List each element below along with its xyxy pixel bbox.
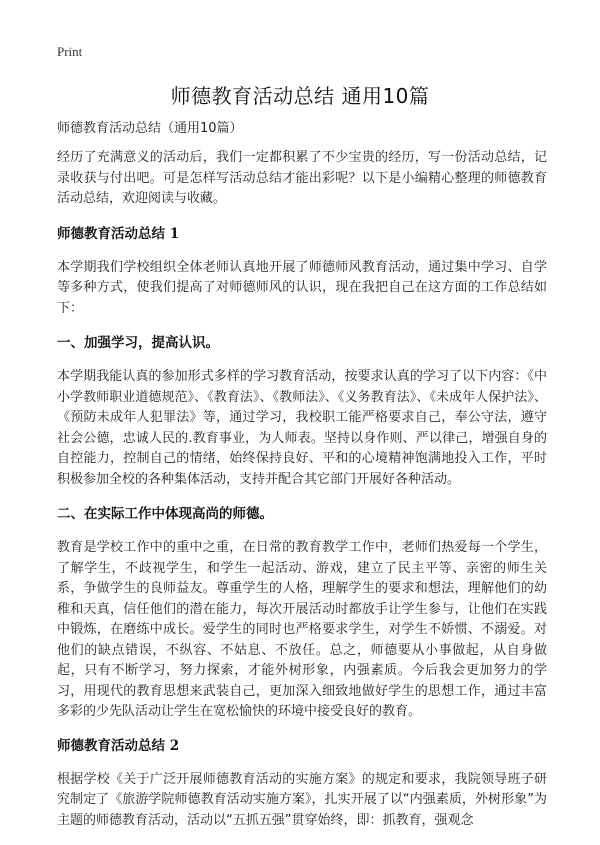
intro-paragraph: 经历了充满意义的活动后，我们一定都积累了不少宝贵的经历，写一份活动总结，记录收获与付出吧。可是怎样写活动总结才能出彩呢？以下是小编精心整理的师德教育活动总结，欢迎阅读与收藏。 (57, 150, 547, 206)
section-1-subheading-a: 一、加强学习，提高认识。 (57, 335, 219, 351)
document-body (57, 120, 547, 845)
print-link[interactable]: Print (57, 44, 83, 59)
document-subtitle: 师德教育活动总结（通用10篇） (57, 121, 243, 136)
section-1-paragraph-1: 本学期我们学校组织全体老师认真地开展了师德师风教育活动，通过集中学习、自学等多种方式，使我们提高了对师德师风的认识，现在我把自己在这方面的工作总结如下： (57, 259, 547, 316)
section-1-paragraph-2: 本学期我能认真的参加形式多样的学习教育活动，按要求认真的学习了以下内容：《中小学教师职业道德规范》、《教育法》、《教师法》、《义务教育法》、《未成年人保护法》、《预防未成年人犯罪法》等，通过学习，我校职工能严格要求自己，奉公守法，遵守社会公德，忠诚人民的.教育事业，为人师表。坚持以身作则、严以律己，增强自身的自控能力，控制自己的情绪，始终保持良好、平和的心境精神饱满地投入工作，平时积极参加全校的各种集体活动，支持并配合其它部门开展好各种活动。 (57, 369, 547, 487)
section-2-heading: 师德教育活动总结 2 (57, 737, 180, 754)
section-2-paragraph-1: 根据学校《关于广泛开展师德教育活动的实施方案》的规定和要求，我院领导班子研究制定了《旅游学院师德教育活动实施方案》，扎实开展了以“内强素质，外树形象”为主题的师德教育活动，活动以“五抓五强”贯穿始终，即：抓教育，强观念 (57, 771, 547, 828)
section-1-heading: 师德教育活动总结 1 (57, 225, 180, 242)
section-1-subheading-b: 二、在实际工作中体现高尚的师德。 (57, 506, 273, 522)
section-1-paragraph-3: 教育是学校工作中的重中之重，在日常的教育教学工作中，老师们热爱每一个学生，了解学生，不歧视学生，和学生一起活动、游戏，建立了民主平等、亲密的师生关系，争做学生的良师益友。尊重学生的人格，理解学生的要求和想法，理解他们的幼稚和天真，信任他们的潜在能力，每次开展活动时都放手让学生参与，让他们在实践中锻炼，在磨练中成长。爱学生的同时也严格要求学生，对学生不娇惯、不溺爱。对他们的缺点错误，不纵容、不姑息、不放任。总之，师德要从小事做起，从自身做起，只有不断学习，努力探索，才能外树形象，内强素质。今后我会更加努力的学习，用现代的教育思想来武装自己，更加深入细致地做好学生的思想工作，通过丰富多彩的少先队活动让学生在宽松愉快的环境中接受良好的教育。 (57, 540, 547, 719)
page-title: 师德教育活动总结 通用10篇 (170, 84, 430, 108)
